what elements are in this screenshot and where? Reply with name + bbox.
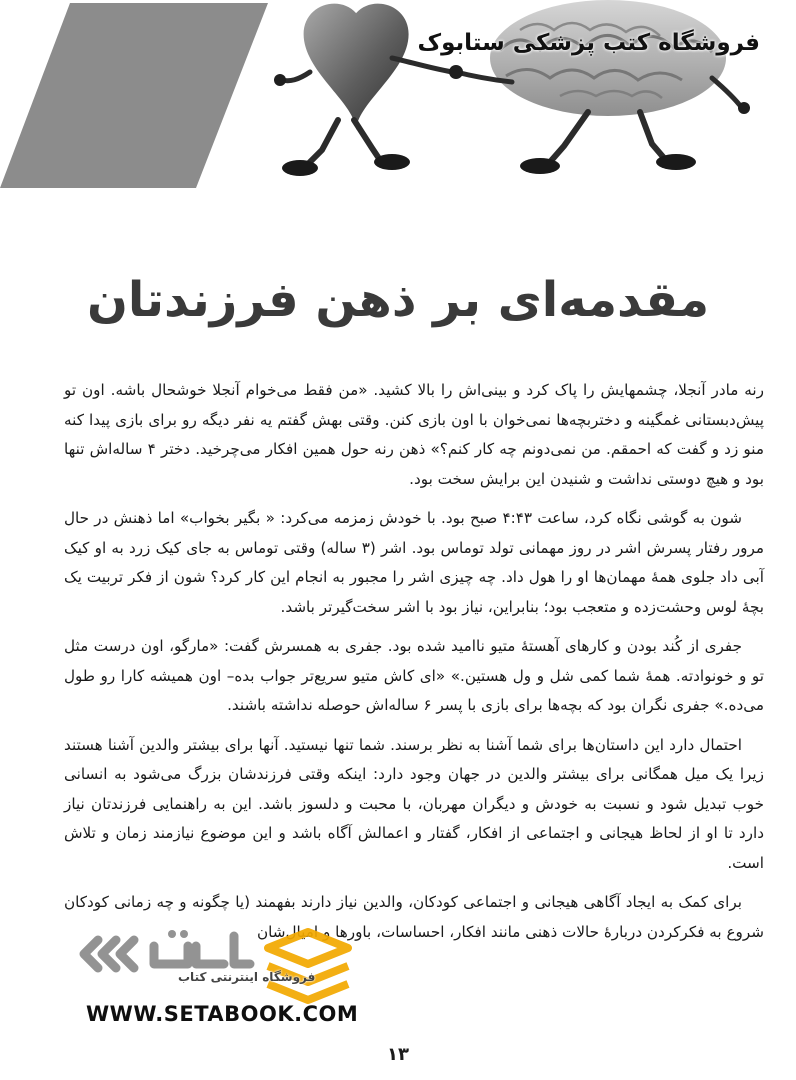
paragraph: شون به گوشی نگاه کرد، ساعت ۴:۴۳ صبح بود. با خودش زمزمه می‌کرد: « بگیر بخواب» اما ذهنش در حال مرور رفتار پسرش اشر در روز مهمانی تولد توماس بود. اشر (۳ ساله) وقتی توماس به جای کیک زرد به او کیک آبی داد جلوی همهٔ مهمان‌ها او را هول داد. چه چیزی اشر را مجبور به انجام این کار کرد؟ شون از فکر تربیت یک بچهٔ لوس وحشت‌زده و متعجب بود؛ بنابراین، نیاز بود با اشر سخت‌گیرتر باشد. (64, 509, 764, 616)
paragraph: برای کمک به ایجاد آگاهی هیجانی و اجتماعی کودکان، والدین نیاز دارند بفهمند (یا چگونه و چه زمانی کودکان شروع به فکرکردن دربارهٔ حالات ذهنی مانند افکار، احساسات، باورها و امیال‌شان (64, 893, 764, 941)
store-title: فروشگاه کتب پزشکی ستابوک (417, 30, 760, 56)
paragraph: رنه مادر آنجلا، چشمهایش را پاک کرد و بینی‌اش را بالا کشید. «من فقط می‌خوام آنجلا خوشحال باشه. اون تو پیش‌دبستانی غمگینه و دختربچه‌ها نمی‌خوان با اون بازی کنن. وقتی بهش گفتم یه نفر دیگه رو برای بازی پیدا کنه منو زد و گفت که احمقم. من نمی‌دونم چه کار کنم؟» ذهن رنه حول همین افکار می‌چرخید. دختر ۴ ساله‌اش تنها بود و هیچ دوستی نداشت و شنیدن این برایش سخت بود. (64, 381, 764, 488)
gray-parallelogram (0, 3, 268, 188)
watermark-url: WWW.SETABOOK.COM (86, 1002, 359, 1026)
brain-character (449, 0, 750, 174)
heart-brain-illustration (0, 0, 796, 190)
body-text (64, 376, 764, 957)
chapter-title: مقدمه‌ای بر ذهن فرزندتان (86, 272, 710, 329)
watermark-subtitle: فروشگاه اینترنتی کتاب (178, 970, 316, 984)
paragraph: احتمال دارد این داستان‌ها برای شما آشنا به نظر برسند. شما تنها نیستید. آنها برای بیشتر والدین آشنا هستند زیرا یک میل همگانی برای بیشتر والدین در جهان وجود دارد: اینکه وقتی فرزندشان بزرگ می‌شود به انسانی خوب تبدیل شود و نسبت به خودش و دیگران مهربان، با محبت و دلسوز باشد. این به راهنمایی فرزندتان نیاز دارد تا او از لحاظ هیجانی و اجتماعی از افکار، گفتار و اعمالش آگاه باشد و این موضوع نیازمند زمان و تلاش است. (64, 735, 764, 872)
paragraph: جفری از کُند بودن و کارهای آهستهٔ متیو ناامید شده بود. جفری به همسرش گفت: «مارگو، اون درست مثل تو و خونوادته. همهٔ شما کمی شل و ول هستین.» «ای کاش متیو سریع‌تر جواب بده– اون همیشه کارا رو طول می‌ده.» جفری نگران بود که بچه‌ها برای بازی با پسر ۶ ساله‌اش حوصله نداشته باشند. (64, 637, 764, 714)
header-banner (0, 0, 796, 190)
page-number: ۱۳ (387, 1044, 409, 1065)
